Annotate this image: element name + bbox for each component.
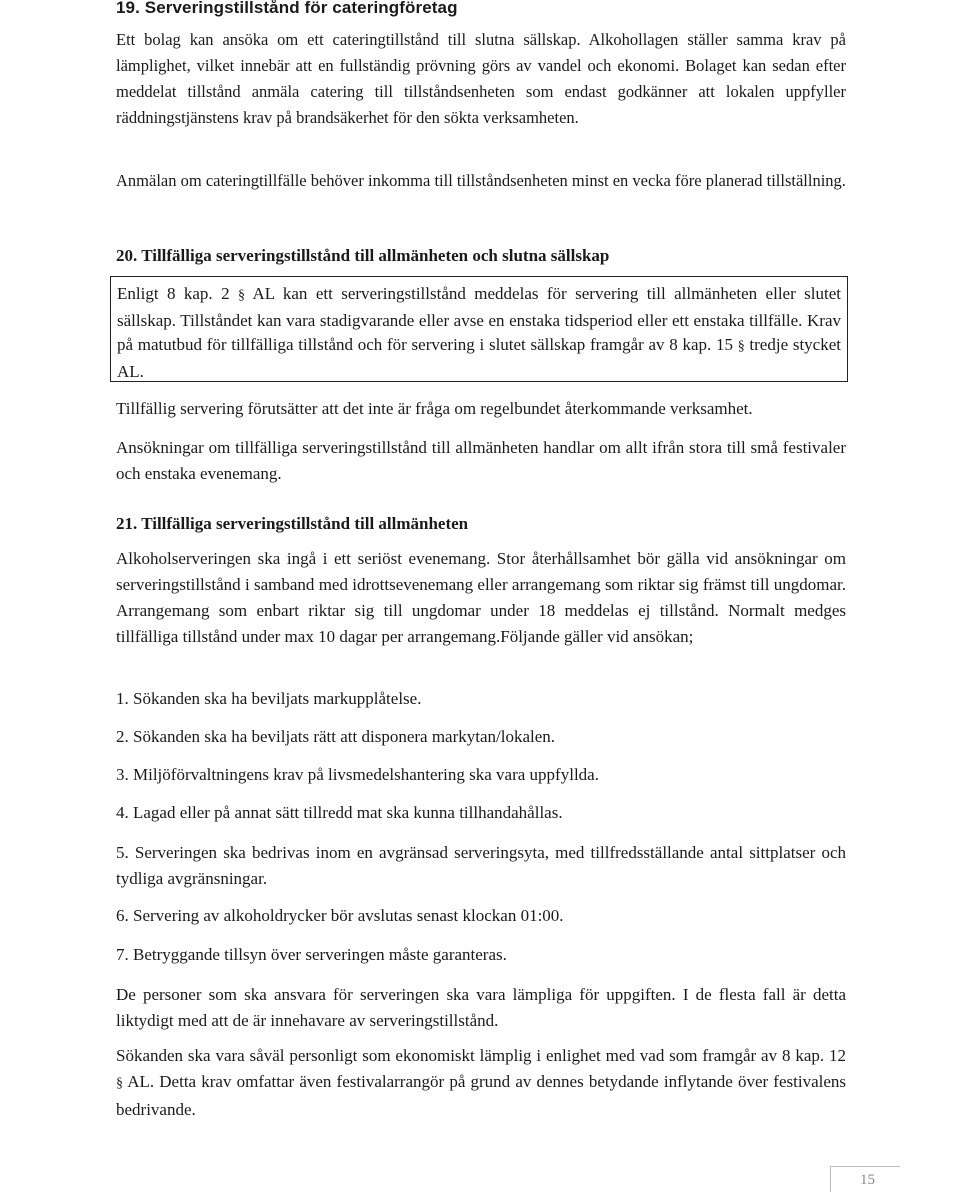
page-number: 15: [860, 1172, 875, 1188]
section-21-paragraph-3a: Sökanden ska vara såväl personligt som ekonomiskt lämplig i enlighet med vad som framgår av 8 kap. 12: [116, 1046, 846, 1065]
section-symbol-icon: §: [116, 1076, 123, 1091]
list-item: 6. Servering av alkoholdrycker bör avslutas senast klockan 01:00.: [116, 906, 564, 925]
legal-quote-part-a: Enligt 8 kap. 2: [117, 284, 230, 303]
section-21-paragraph-2: De personer som ska ansvara för serveringen ska vara lämpliga för uppgiften. I de flesta fall är detta liktydigt med att de är innehavare av serveringstillstånd.: [116, 985, 846, 1030]
list-item: 5. Serveringen ska bedrivas inom en avgränsad serveringsyta, med tillfredsställande antal sittplatser och tydliga avgränsningar.: [116, 843, 846, 888]
legal-quote-part-b: AL kan ett serveringstillstånd meddelas för servering till allmänheten eller slutet sällskap. Tillståndet kan vara stadigvarande eller avse en enstaka tidsperiod eller ett enstaka tillfälle. Krav på matutbud för tillfälliga tillstånd och för servering i slutet sällskap framgår av 8 kap. 15: [117, 284, 841, 354]
section-19-heading: 19. Serveringstillstånd för cateringföretag: [116, 0, 458, 17]
list-item: 1. Sökanden ska ha beviljats markupplåtelse.: [116, 689, 422, 708]
section-21-heading: 21. Tillfälliga serveringstillstånd till allmänheten: [116, 514, 469, 533]
section-19-paragraph-1: Ett bolag kan ansöka om ett cateringtillstånd till slutna sällskap. Alkohollagen ställer samma krav på lämplighet, vilket innebär att en fullständig prövning görs av vandel och ekonomi. Bolaget kan sedan efter meddelat tillstånd anmäla catering till tillståndsenheten som endast godkänner att lokalen uppfyller räddningstjänstens krav på brandsäkerhet för den sökta verksamheten.: [116, 30, 846, 127]
list-item: 3. Miljöförvaltningens krav på livsmedelshantering ska vara uppfyllda.: [116, 765, 599, 784]
section-19-paragraph-2: Anmälan om cateringtillfälle behöver inkomma till tillståndsenheten minst en vecka före planerad tillställning.: [116, 171, 846, 190]
section-21-paragraph-3: [116, 1043, 846, 1123]
legal-quote-part-c: tredje stycket AL.: [117, 335, 841, 381]
section-21-paragraph-3b: AL. Detta krav omfattar även festivalarrangör på grund av dennes betydande inflytande över festivalens bedrivande.: [116, 1072, 846, 1119]
list-item: 2. Sökanden ska ha beviljats rätt att disponera markytan/lokalen.: [116, 727, 556, 746]
section-21-paragraph-1: Alkoholserveringen ska ingå i ett seriöst evenemang. Stor återhållsamhet bör gälla vid ansökningar om serveringstillstånd i samband med idrottsevenemang eller arrangemang som riktar sig främst till ungdomar. Arrangemang som enbart riktar sig till ungdomar under 18 meddelas ej tillstånd. Normalt medges tillfälliga tillstånd under max 10 dagar per arrangemang.Följande gäller vid ansökan;: [116, 549, 846, 646]
list-item: 4. Lagad eller på annat sätt tillredd mat ska kunna tillhandahållas.: [116, 803, 563, 822]
legal-quote-text: [117, 282, 841, 384]
section-20-paragraph-2: Ansökningar om tillfälliga serveringstillstånd till allmänheten handlar om allt ifrån stora till små festivaler och enstaka evenemang.: [116, 438, 846, 483]
section-symbol-icon: §: [237, 288, 245, 303]
section-20-heading: 20. Tillfälliga serveringstillstånd till allmänheten och slutna sällskap: [116, 246, 610, 265]
list-item: 7. Betryggande tillsyn över serveringen måste garanteras.: [116, 945, 507, 964]
section-20-paragraph-1: Tillfällig servering förutsätter att det inte är fråga om regelbundet återkommande verksamhet.: [116, 399, 753, 418]
section-symbol-icon: §: [737, 339, 745, 354]
legal-quote-box: [110, 276, 848, 382]
